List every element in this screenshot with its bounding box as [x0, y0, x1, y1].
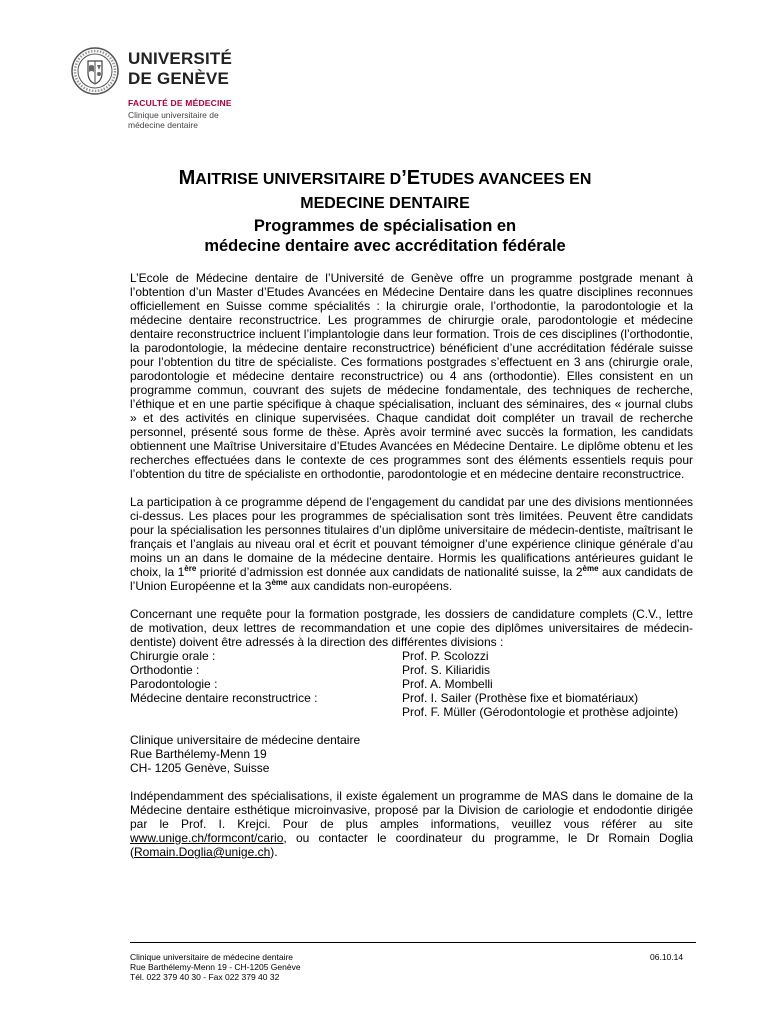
university-name-line2: DE GENÈVE	[128, 69, 229, 88]
contact-row	[130, 649, 678, 663]
footer-date: 06.10.14	[650, 952, 684, 962]
contact-division	[130, 705, 402, 719]
division-contacts-table	[130, 649, 678, 719]
clinic-name-line1: Clinique universitaire de	[128, 110, 219, 120]
address-line1: Clinique universitaire de médecine dentaire	[130, 733, 361, 747]
contact-division: Chirurgie orale :	[130, 649, 216, 663]
document-title	[100, 166, 670, 256]
paragraph-admission: La participation à ce programme dépend de l’engagement du candidat par une des divisions mentionnées ci-dessus. Les places pour les programmes de spécialisation sont très limitées. Peuvent être candidats pour la spécialisation les personnes titulaires d’un diplôme universitaire de médecin-dentiste, maîtrisant le français et l’anglais au niveau oral et écrit et pouvant témoigner d’une expérience clinique générale d’au moins un an dans le domaine de la médecine dentaire. Hormis les qualifications antérieures guidant le choix, la 1ère priorité d’admission est donnée aux candidats de nationalité suisse, la 2ème aux candidats de l’Union Européenne et la 3ème aux candidats non-européens.	[130, 495, 693, 593]
faculty-name: FACULTÉ DE MÉDECINE	[128, 98, 232, 108]
contact-professor: Prof. F. Müller (Gérodontologie et prothèse adjointe)	[402, 705, 679, 719]
email-link[interactable]: Romain.Doglia@unige.ch	[134, 845, 271, 859]
university-name-line1: UNIVERSITÉ	[128, 49, 233, 68]
university-logo	[62, 36, 244, 132]
contact-row	[130, 705, 678, 719]
footer-line1: Clinique universitaire de médecine dentaire	[130, 952, 294, 962]
website-link[interactable]: www.unige.ch/formcont/cario	[130, 831, 284, 845]
contact-row	[130, 663, 678, 677]
contact-professor: Prof. A. Mombelli	[402, 677, 493, 691]
contact-professor: Prof. S. Kiliaridis	[402, 663, 491, 677]
university-seal-icon	[70, 46, 120, 96]
clinic-name-line2: médecine dentaire	[128, 120, 198, 130]
contact-row	[130, 691, 678, 705]
contact-division: Médecine dentaire reconstructrice :	[130, 691, 318, 705]
university-name	[128, 49, 232, 89]
subtitle-line1: Programmes de spécialisation en	[253, 217, 517, 235]
subtitle-line2: médecine dentaire avec accréditation fédérale	[204, 237, 566, 255]
contact-professor: Prof. I. Sailer (Prothèse fixe et biomatériaux)	[402, 691, 639, 705]
title-line2: MEDECINE DENTAIRE	[300, 195, 470, 212]
footer-line2: Rue Barthélemy-Menn 19 - CH-1205 Genève	[130, 962, 301, 972]
footer-divider	[130, 942, 696, 943]
address-line3: CH- 1205 Genève, Suisse	[130, 761, 270, 775]
footer-address	[130, 952, 301, 982]
paragraph-program-overview: L’Ecole de Médecine dentaire de l’Université de Genève offre un programme postgrade menant à l’obtention d’un Master d’Etudes Avancées en Médecine Dentaire dans les quatre disciplines reconnues officiellement en Suisse comme spécialités : la chirurgie orale, l’orthodontie, la parodontologie et la médecine dentaire reconstructrice. Les programmes de chirurgie orale, parodontologie et médecine dentaire reconstructrice incluent l’implantologie dans leur formation. Trois de ces disciplines (l’orthodontie, la parodontologie, la médecine dentaire reconstructrice) bénéficient d’une accréditation fédérale suisse pour l’obtention du titre de spécialiste. Ces formations postgrades s’effectuent en 3 ans (chirurgie orale, parodontologie et médecine dentaire reconstructrice) ou 4 ans (orthodontie). Elles consistent en un programme commun, couvrant des sujets de médecine fondamentale, des techniques de recherche, l’éthique et en une partie spécifique à chaque spécialisation, incluant des séminaires, des « journal clubs » et des activités en clinique supervisées. Chaque candidat doit compléter un travail de recherche personnel, présenté sous forme de thèse. Après avoir terminé avec succès la formation, les candidats obtiennent une Maîtrise Universitaire d’Etudes Avancées en Médecine Dentaire. Le diplôme obtenu et les recherches effectuées dans le contexte de ces programmes sont des éléments essentiels requis pour l’obtention du titre de spécialiste en orthodontie, parodontologie et en médecine dentaire reconstructrice.	[130, 271, 693, 481]
contact-division: Orthodontie :	[130, 663, 200, 677]
contact-row	[130, 677, 678, 691]
title-line1: MAITRISE UNIVERSITAIRE D’ETUDES AVANCEES EN	[178, 167, 592, 189]
contact-professor: Prof. P. Scolozzi	[402, 649, 489, 663]
footer-line3: Tél. 022 379 40 30 - Fax 022 379 40 32	[130, 972, 280, 982]
contact-division: Parodontologie :	[130, 677, 218, 691]
paragraph-mas: Indépendamment des spécialisations, il existe également un programme de MAS dans le domaine de la Médecine dentaire esthétique microinvasive, proposé par la Division de cariologie et endodontie dirigée par le Prof. I. Krejci. Pour de plus amples informations, veuillez vous référer au site www.unige.ch/formcont/cario, ou contacter le coordinateur du programme, le Dr Romain Doglia (Romain.Doglia@unige.ch).	[130, 789, 693, 859]
document-body	[130, 271, 693, 873]
paragraph-application: Concernant une requête pour la formation postgrade, les dossiers de candidature complets (C.V., lettre de motivation, deux lettres de recommandation et une copie des diplômes universitaires de médecin-dentiste) doivent être adressés à la direction des différentes divisions :	[130, 607, 693, 649]
clinic-address	[130, 733, 693, 775]
address-line2: Rue Barthélemy-Menn 19	[130, 747, 267, 761]
